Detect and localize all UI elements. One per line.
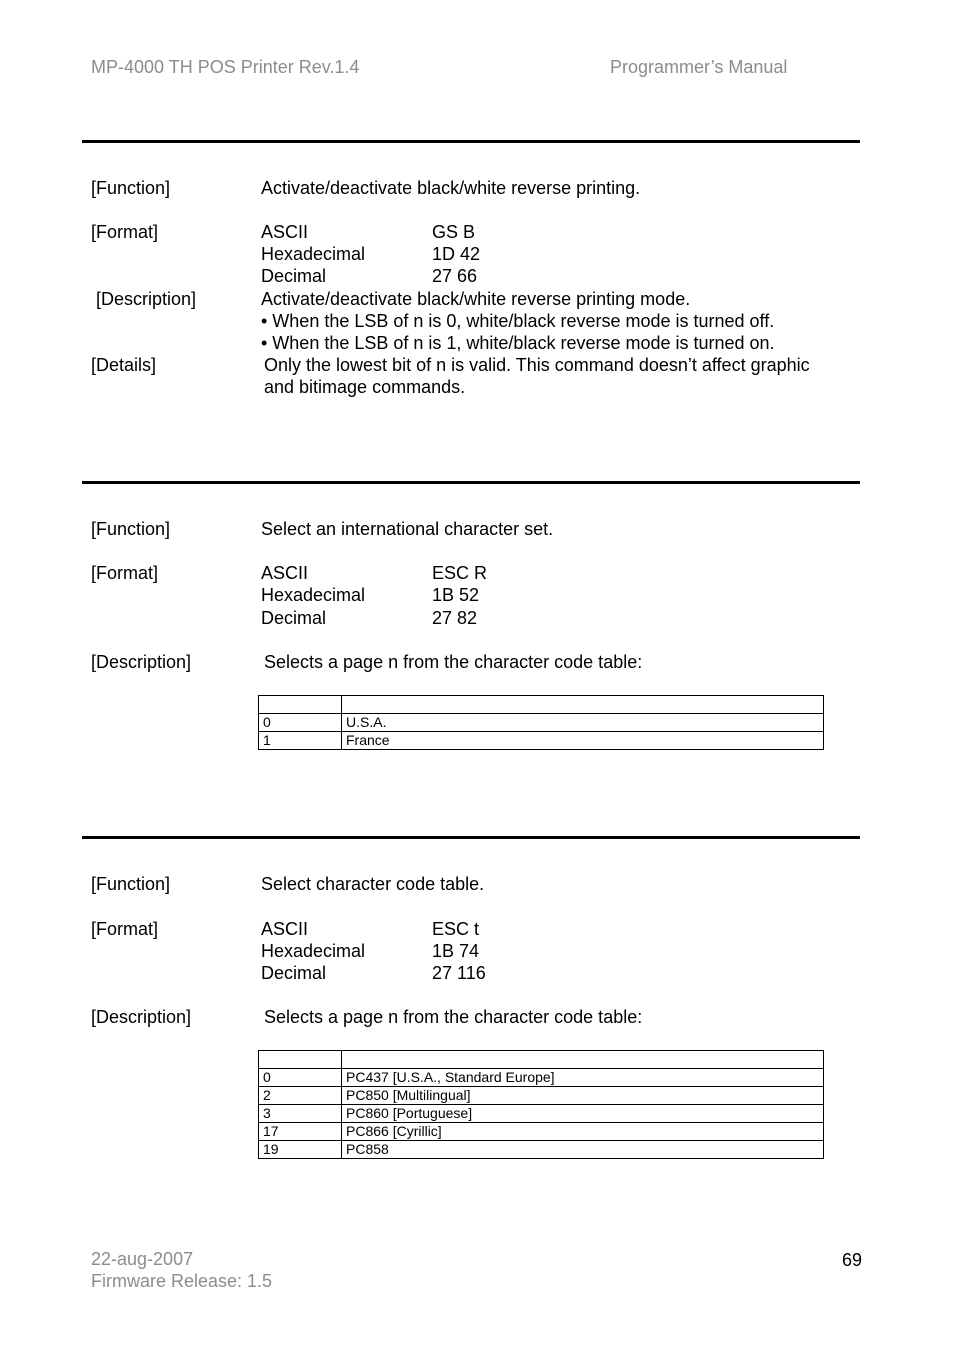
table-header-row: [259, 1051, 824, 1069]
table-cell-name: PC850 [Multilingual]: [342, 1087, 824, 1105]
description-text: Selects a page n from the character code table:: [264, 652, 643, 672]
table-cell-name: U.S.A.: [342, 714, 824, 732]
function-label: [Function]: [91, 178, 171, 198]
table-cell-n: [259, 696, 342, 714]
table-cell-n: 1: [259, 732, 342, 750]
table-cell-name: PC860 [Portuguese]: [342, 1105, 824, 1123]
function-text: Select an international character set.: [261, 519, 554, 539]
format-value: ESC t: [432, 919, 480, 939]
details-line: Only the lowest bit of n is valid. This command doesn’t affect graphic: [264, 355, 810, 375]
section-divider: [82, 481, 860, 484]
format-key: Decimal: [261, 608, 327, 628]
format-value: 1D 42: [432, 244, 481, 264]
description-line: Activate/deactivate black/white reverse printing mode.: [261, 289, 691, 309]
table-cell-n: 0: [259, 1069, 342, 1087]
table-row: [259, 714, 824, 732]
table-cell-name: PC858: [342, 1141, 824, 1159]
section-divider: [82, 140, 860, 143]
table-cell-n: 17: [259, 1123, 342, 1141]
function-text: Activate/deactivate black/white reverse printing.: [261, 178, 641, 198]
format-value: 1B 52: [432, 585, 480, 605]
header-title: MP-4000 TH POS Printer Rev.1.4: [91, 57, 360, 77]
table-row: [259, 732, 824, 750]
function-label: [Function]: [91, 874, 171, 894]
table-row: [259, 1141, 824, 1159]
table-cell-name: PC866 [Cyrillic]: [342, 1123, 824, 1141]
format-key: Hexadecimal: [261, 585, 366, 605]
format-value: GS B: [432, 222, 476, 242]
description-label: [Description]: [96, 289, 197, 309]
format-value: 27 66: [432, 266, 478, 286]
header-manual: Programmer’s Manual: [610, 57, 788, 77]
table-cell-name: [342, 696, 824, 714]
format-value: 1B 74: [432, 941, 480, 961]
table-cell-n: [259, 1051, 342, 1069]
format-label: [Format]: [91, 222, 159, 242]
format-label: [Format]: [91, 919, 159, 939]
table-header-row: [259, 696, 824, 714]
format-key: Decimal: [261, 266, 327, 286]
description-label: [Description]: [91, 652, 192, 672]
table-row: [259, 1087, 824, 1105]
footer-firmware: Firmware Release: 1.5: [91, 1271, 273, 1291]
format-key: Decimal: [261, 963, 327, 983]
description-line: • When the LSB of n is 0, white/black reverse mode is turned off.: [261, 311, 775, 331]
table-cell-name: PC437 [U.S.A., Standard Europe]: [342, 1069, 824, 1087]
table-cell-name: [342, 1051, 824, 1069]
table-cell-n: 0: [259, 714, 342, 732]
table-cell-n: 19: [259, 1141, 342, 1159]
format-key: ASCII: [261, 222, 309, 242]
table-cell-n: 2: [259, 1087, 342, 1105]
format-key: Hexadecimal: [261, 941, 366, 961]
code-page-table: [258, 1050, 824, 1159]
table-cell-name: France: [342, 732, 824, 750]
function-text: Select character code table.: [261, 874, 485, 894]
description-label: [Description]: [91, 1007, 192, 1027]
table-row: [259, 1123, 824, 1141]
details-line: and bitimage commands.: [264, 377, 466, 397]
section-divider: [82, 836, 860, 839]
format-key: ASCII: [261, 563, 309, 583]
footer-date: 22-aug-2007: [91, 1249, 194, 1269]
format-value: ESC R: [432, 563, 488, 583]
format-key: Hexadecimal: [261, 244, 366, 264]
page-number: 69: [842, 1250, 863, 1270]
character-set-table: [258, 695, 824, 750]
description-text: Selects a page n from the character code table:: [264, 1007, 643, 1027]
table-row: [259, 1069, 824, 1087]
details-label: [Details]: [91, 355, 157, 375]
format-label: [Format]: [91, 563, 159, 583]
format-value: 27 82: [432, 608, 478, 628]
format-key: ASCII: [261, 919, 309, 939]
description-line: • When the LSB of n is 1, white/black reverse mode is turned on.: [261, 333, 775, 353]
table-row: [259, 1105, 824, 1123]
function-label: [Function]: [91, 519, 171, 539]
format-value: 27 116: [432, 963, 486, 983]
table-cell-n: 3: [259, 1105, 342, 1123]
